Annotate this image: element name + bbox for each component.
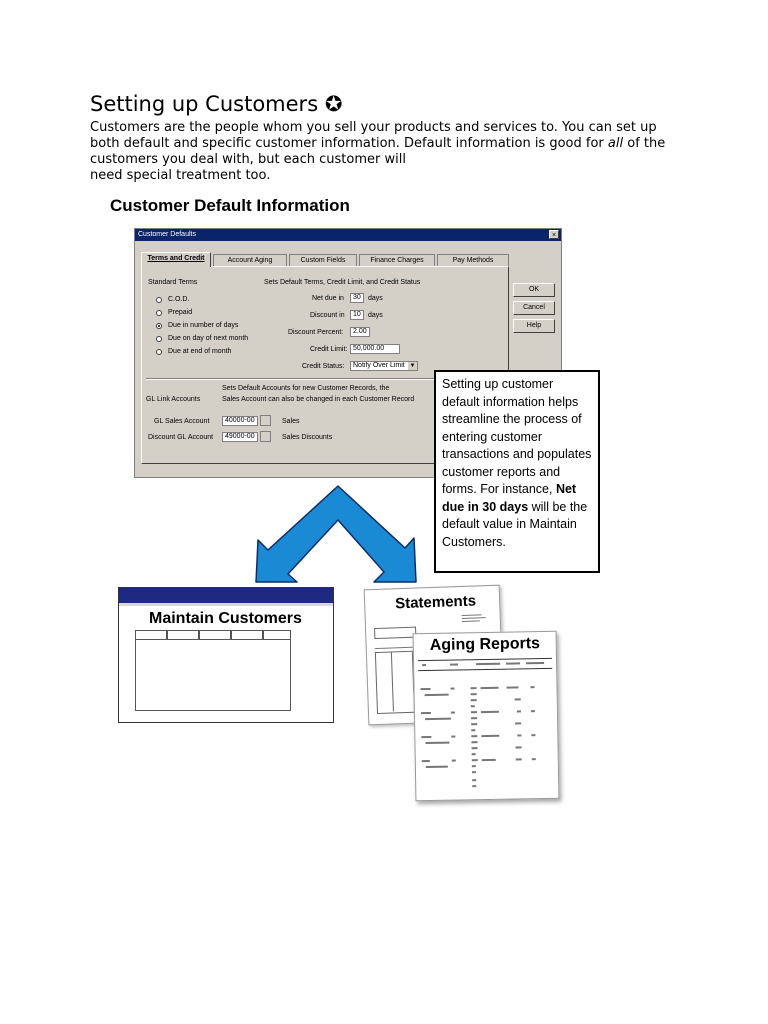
report-text [531, 710, 535, 712]
gl-description-line-1: Sets Default Accounts for new Customer Records, the [222, 385, 390, 392]
tab-finance-charges[interactable]: Finance Charges [359, 254, 435, 266]
report-text [471, 717, 477, 719]
report-text [532, 758, 536, 760]
intro-text-2: of the customers you deal with, but each customer will need special treatment too. [90, 136, 666, 183]
report-text [506, 686, 518, 688]
discount-percent-label: Discount Percent: [288, 329, 344, 336]
radio-due-next-month-label: Due on day of next month [168, 335, 249, 342]
intro-text-1: Customers are the people whom you sell your products and services to. You can set up both default and specific customer information. Default information is good for [90, 120, 661, 151]
aging-reports-title: Aging Reports [429, 635, 541, 654]
gl-link-accounts-label: GL Link Accounts [146, 396, 201, 403]
ok-button[interactable]: OK [513, 283, 555, 297]
arrow-shape [256, 486, 416, 582]
gl-sales-account-label: GL Sales Account [154, 418, 210, 425]
statement-text-line [462, 617, 486, 619]
report-text [425, 742, 449, 744]
callout-text-1: Setting up customer default information helps streamline the process of entering customer transactions and populates customer reports and forms. For instance, [442, 377, 592, 496]
credit-status-value: Notify Over Limit [353, 362, 405, 369]
report-text [506, 662, 520, 664]
report-text [471, 741, 477, 743]
lookup-icon[interactable] [260, 415, 271, 426]
report-text [421, 688, 431, 690]
discount-gl-account-description: Sales Discounts [282, 434, 333, 441]
gl-description-line-2: Sales Account can also be changed in each Customer Record [222, 396, 415, 403]
gl-sales-account-description: Sales [282, 418, 300, 425]
page-heading [90, 92, 342, 116]
report-text [472, 779, 476, 781]
net-due-input[interactable]: 30 [350, 293, 364, 303]
heading-text: Setting up Customers [90, 92, 319, 116]
report-text [422, 760, 430, 762]
report-text [480, 687, 498, 689]
tab-custom-fields[interactable]: Custom Fields [289, 254, 357, 266]
report-text [471, 693, 477, 695]
callout-bold: Net due in 30 days [442, 482, 577, 514]
intro-emphasis: all [607, 136, 624, 151]
report-header-rule [418, 658, 552, 661]
report-text [426, 766, 448, 768]
callout-box [434, 370, 600, 573]
net-due-unit: days [368, 295, 383, 302]
star-icon: ✪ [324, 92, 343, 116]
radio-cod[interactable] [156, 297, 162, 303]
report-text [472, 771, 476, 773]
report-text [516, 758, 522, 760]
report-text [421, 712, 431, 714]
discount-percent-input[interactable]: 2.00 [350, 327, 370, 337]
report-text [450, 688, 454, 690]
report-text [471, 729, 475, 731]
maintain-customers-title-bar [119, 588, 333, 606]
credit-status-label: Credit Status: [302, 363, 345, 370]
close-icon[interactable]: × [549, 230, 559, 239]
callout-text-2: will be the default value in Maintain Customers. [442, 499, 588, 549]
report-text [452, 760, 456, 762]
report-text [481, 711, 499, 713]
report-text [517, 710, 521, 712]
report-text [471, 735, 477, 737]
tab-pay-methods[interactable]: Pay Methods [437, 254, 509, 266]
report-text [450, 663, 458, 665]
discount-gl-account-label: Discount GL Account [148, 434, 214, 441]
statement-table [375, 651, 415, 714]
chevron-down-icon[interactable]: ▼ [409, 363, 416, 369]
maintain-customers-title: Maintain Customers [149, 610, 302, 627]
report-text [425, 694, 449, 696]
help-button[interactable]: Help [513, 319, 555, 333]
report-text [481, 735, 499, 737]
radio-cod-label: C.O.D. [168, 296, 190, 303]
dialog-title: Customer Defaults [138, 231, 196, 238]
report-text [471, 723, 477, 725]
radio-due-in-days-label: Due in number of days [168, 322, 239, 329]
statement-address-box [374, 627, 416, 639]
statements-title: Statements [394, 592, 477, 613]
aging-reports-document [413, 631, 560, 801]
discount-in-unit: days [368, 312, 383, 319]
report-text [471, 699, 477, 701]
standard-terms-description: Sets Default Terms, Credit Limit, and Credit Status [264, 279, 421, 286]
figure-title: Customer Default Information [110, 196, 350, 215]
radio-due-next-month[interactable] [156, 336, 162, 342]
report-text [476, 663, 500, 665]
statement-text-line [462, 620, 480, 622]
discount-in-input[interactable]: 10 [350, 310, 364, 320]
radio-prepaid[interactable] [156, 310, 162, 316]
radio-due-end-of-month[interactable] [156, 349, 162, 355]
report-text [470, 687, 476, 689]
report-text [421, 736, 431, 738]
credit-limit-input[interactable]: 50,000.00 [350, 344, 400, 354]
report-text [471, 705, 475, 707]
maintain-customers-window [118, 587, 334, 723]
report-text [472, 747, 478, 749]
report-text [451, 736, 455, 738]
credit-limit-label: Credit Limit: [310, 346, 348, 353]
dialog-title-bar [135, 229, 561, 241]
report-text [422, 664, 426, 666]
report-header-rule [418, 668, 552, 671]
report-text [451, 712, 455, 714]
report-text [472, 759, 478, 761]
tab-account-aging[interactable]: Account Aging [213, 254, 287, 266]
statement-text-line [462, 614, 482, 616]
intro-paragraph [90, 120, 690, 184]
maintain-customers-panel [135, 639, 291, 711]
discount-gl-account-input[interactable]: 49000-00 [222, 432, 258, 442]
report-text [515, 698, 521, 700]
radio-due-in-days[interactable] [156, 323, 162, 329]
radio-due-end-of-month-label: Due at end of month [168, 348, 232, 355]
report-text [530, 686, 534, 688]
cancel-button[interactable]: Cancel [513, 301, 555, 315]
report-text [526, 662, 544, 664]
discount-in-label: Discount in [310, 312, 345, 319]
report-text [472, 785, 476, 787]
report-text [472, 753, 476, 755]
report-text [471, 711, 477, 713]
report-text [482, 759, 496, 761]
lookup-icon[interactable] [260, 431, 271, 442]
report-text [472, 765, 476, 767]
report-text [516, 746, 522, 748]
distribution-arrow-icon [250, 478, 430, 590]
report-text [531, 734, 535, 736]
report-text [517, 734, 521, 736]
gl-sales-account-input[interactable]: 40000-00 [222, 416, 258, 426]
report-text [425, 718, 451, 720]
standard-terms-label: Standard Terms [148, 279, 198, 286]
report-text [515, 722, 521, 724]
net-due-label: Net due in [312, 295, 344, 302]
radio-prepaid-label: Prepaid [168, 309, 193, 316]
tab-terms-and-credit[interactable]: Terms and Credit [141, 252, 211, 267]
